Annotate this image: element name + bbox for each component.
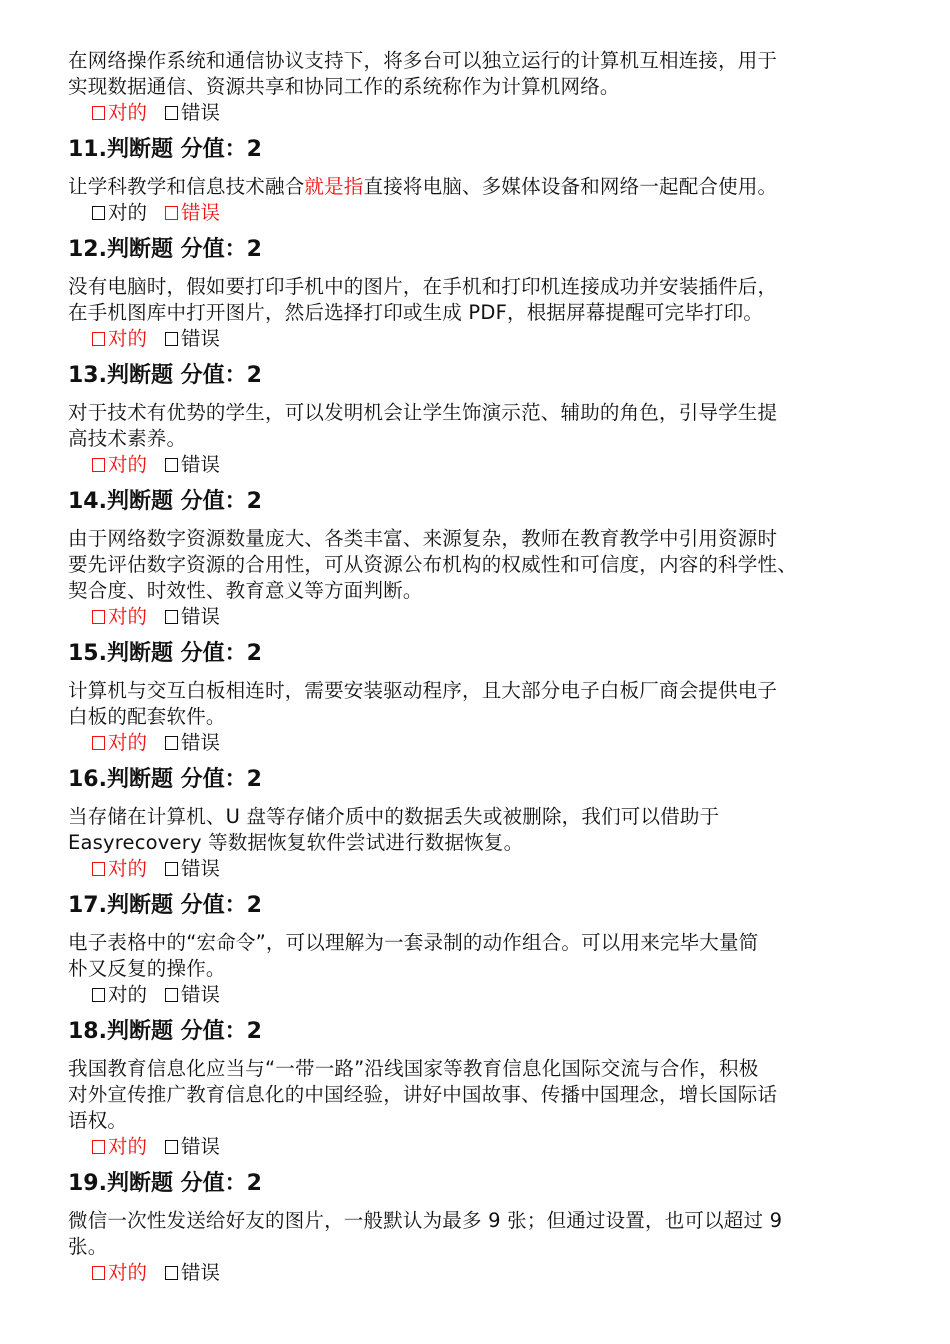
option-label: 对的 bbox=[108, 327, 148, 350]
question-header: 11.判断题 分值：2 bbox=[68, 137, 262, 162]
option-label: 错误 bbox=[181, 605, 221, 628]
text-line: 对外宣传推广教育信息化的中国经验，讲好中国故事、传播中国理念，增长国际话 bbox=[68, 1083, 778, 1106]
question-header: 17.判断题 分值：2 bbox=[68, 893, 262, 918]
option-true[interactable] bbox=[92, 982, 147, 1008]
text-line: 计算机与交互白板相连时，需要安装驱动程序，且大部分电子白板厂商会提供电子 bbox=[68, 679, 778, 702]
text-line: 没有电脑时，假如要打印手机中的图片，在手机和打印机连接成功并安装插件后， bbox=[68, 275, 778, 298]
question-header: 13.判断题 分值：2 bbox=[68, 363, 262, 388]
answer-options bbox=[68, 982, 890, 1008]
question-text bbox=[68, 400, 890, 452]
text-segment: 让学科教学和信息技术融合 bbox=[68, 175, 305, 198]
answer-options bbox=[68, 200, 890, 226]
checkbox-icon bbox=[165, 106, 178, 120]
option-label: 错误 bbox=[181, 983, 221, 1006]
option-false[interactable] bbox=[165, 326, 220, 352]
question-10-continued bbox=[68, 48, 890, 126]
option-label: 对的 bbox=[108, 857, 148, 880]
option-true[interactable] bbox=[92, 326, 147, 352]
checkbox-icon bbox=[92, 736, 105, 750]
question-text bbox=[68, 678, 890, 730]
question-text bbox=[68, 804, 890, 856]
checkbox-icon bbox=[165, 206, 178, 220]
text-line: 当存储在计算机、U 盘等存储介质中的数据丢失或被删除，我们可以借助于 bbox=[68, 805, 720, 828]
answer-options bbox=[68, 730, 890, 756]
text-line: 实现数据通信、资源共享和协同工作的系统称作为计算机网络。 bbox=[68, 75, 620, 98]
text-line: 语权。 bbox=[68, 1109, 128, 1132]
question-18 bbox=[68, 1018, 890, 1160]
checkbox-icon bbox=[165, 1266, 178, 1280]
text-line: 要先评估数字资源的合用性，可从资源公布机构的权威性和可信度，内容的科学性、 bbox=[68, 553, 797, 576]
answer-options bbox=[68, 452, 890, 478]
answer-options bbox=[68, 856, 890, 882]
option-false[interactable] bbox=[165, 200, 220, 226]
answer-options bbox=[68, 1134, 890, 1160]
checkbox-icon bbox=[92, 1140, 105, 1154]
question-11 bbox=[68, 136, 890, 226]
option-true[interactable] bbox=[92, 100, 147, 126]
option-label: 对的 bbox=[108, 201, 148, 224]
text-segment: 直接将电脑、多媒体设备和网络一起配合使用。 bbox=[363, 175, 778, 198]
question-text bbox=[68, 48, 890, 100]
option-label: 错误 bbox=[181, 101, 221, 124]
answer-options bbox=[68, 100, 890, 126]
checkbox-icon bbox=[165, 332, 178, 346]
text-line: Easyrecovery 等数据恢复软件尝试进行数据恢复。 bbox=[68, 831, 524, 854]
checkbox-icon bbox=[165, 862, 178, 876]
question-12 bbox=[68, 236, 890, 352]
checkbox-icon bbox=[92, 1266, 105, 1280]
option-label: 对的 bbox=[108, 101, 148, 124]
checkbox-icon bbox=[92, 106, 105, 120]
text-line: 契合度、时效性、教育意义等方面判断。 bbox=[68, 579, 423, 602]
checkbox-icon bbox=[165, 1140, 178, 1154]
checkbox-icon bbox=[92, 458, 105, 472]
option-label: 对的 bbox=[108, 731, 148, 754]
option-true[interactable] bbox=[92, 1260, 147, 1286]
question-header: 18.判断题 分值：2 bbox=[68, 1019, 262, 1044]
option-true[interactable] bbox=[92, 1134, 147, 1160]
answer-options bbox=[68, 604, 890, 630]
option-label: 对的 bbox=[108, 983, 148, 1006]
option-label: 错误 bbox=[181, 1135, 221, 1158]
answer-options bbox=[68, 326, 890, 352]
text-line: 白板的配套软件。 bbox=[68, 705, 226, 728]
highlighted-text: 就是指 bbox=[304, 175, 364, 198]
question-text bbox=[68, 274, 890, 326]
text-line: 微信一次性发送给好友的图片，一般默认为最多 9 张；但通过设置，也可以超过 9 bbox=[68, 1209, 783, 1232]
option-label: 错误 bbox=[181, 1261, 221, 1284]
option-label: 错误 bbox=[181, 453, 221, 476]
option-true[interactable] bbox=[92, 856, 147, 882]
checkbox-icon bbox=[92, 988, 105, 1002]
question-19 bbox=[68, 1170, 890, 1286]
option-true[interactable] bbox=[92, 452, 147, 478]
option-label: 错误 bbox=[181, 201, 221, 224]
checkbox-icon bbox=[92, 862, 105, 876]
option-false[interactable] bbox=[165, 982, 220, 1008]
checkbox-icon bbox=[165, 736, 178, 750]
option-label: 对的 bbox=[108, 605, 148, 628]
text-line: 朴又反复的操作。 bbox=[68, 957, 226, 980]
question-15 bbox=[68, 640, 890, 756]
question-text bbox=[68, 174, 890, 200]
option-label: 对的 bbox=[108, 1261, 148, 1284]
text-line: 我国教育信息化应当与“一带一路”沿线国家等教育信息化国际交流与合作，积极 bbox=[68, 1057, 759, 1080]
checkbox-icon bbox=[165, 458, 178, 472]
question-header: 16.判断题 分值：2 bbox=[68, 767, 262, 792]
question-header: 12.判断题 分值：2 bbox=[68, 237, 262, 262]
option-false[interactable] bbox=[165, 1134, 220, 1160]
question-text bbox=[68, 526, 890, 604]
checkbox-icon bbox=[165, 988, 178, 1002]
question-text bbox=[68, 930, 890, 982]
question-14 bbox=[68, 488, 890, 630]
option-label: 错误 bbox=[181, 327, 221, 350]
option-false[interactable] bbox=[165, 856, 220, 882]
option-false[interactable] bbox=[165, 100, 220, 126]
option-label: 对的 bbox=[108, 1135, 148, 1158]
checkbox-icon bbox=[92, 206, 105, 220]
option-true[interactable] bbox=[92, 604, 147, 630]
option-false[interactable] bbox=[165, 730, 220, 756]
question-16 bbox=[68, 766, 890, 882]
text-line: 电子表格中的“宏命令”，可以理解为一套录制的动作组合。可以用来完毕大量简 bbox=[68, 931, 759, 954]
checkbox-icon bbox=[165, 610, 178, 624]
checkbox-icon bbox=[92, 610, 105, 624]
option-true[interactable] bbox=[92, 200, 147, 226]
option-label: 错误 bbox=[181, 857, 221, 880]
text-line: 由于网络数字资源数量庞大、各类丰富、来源复杂，教师在教育教学中引用资源时 bbox=[68, 527, 778, 550]
question-13 bbox=[68, 362, 890, 478]
answer-options bbox=[68, 1260, 890, 1286]
option-false[interactable] bbox=[165, 1260, 220, 1286]
question-text bbox=[68, 1056, 890, 1134]
checkbox-icon bbox=[92, 332, 105, 346]
question-header: 15.判断题 分值：2 bbox=[68, 641, 262, 666]
option-true[interactable] bbox=[92, 730, 147, 756]
text-line: 高技术素养。 bbox=[68, 427, 187, 450]
question-header: 14.判断题 分值：2 bbox=[68, 489, 262, 514]
question-text bbox=[68, 1208, 890, 1260]
option-false[interactable] bbox=[165, 604, 220, 630]
option-false[interactable] bbox=[165, 452, 220, 478]
text-line: 在手机图库中打开图片，然后选择打印或生成 PDF，根据屏幕提醒可完毕打印。 bbox=[68, 301, 764, 324]
text-line: 对于技术有优势的学生，可以发明机会让学生饰演示范、辅助的角色，引导学生提 bbox=[68, 401, 778, 424]
text-line: 张。 bbox=[68, 1235, 108, 1258]
option-label: 错误 bbox=[181, 731, 221, 754]
question-header: 19.判断题 分值：2 bbox=[68, 1171, 262, 1196]
option-label: 对的 bbox=[108, 453, 148, 476]
question-17 bbox=[68, 892, 890, 1008]
text-line: 在网络操作系统和通信协议支持下，将多台可以独立运行的计算机互相连接，用于 bbox=[68, 49, 778, 72]
